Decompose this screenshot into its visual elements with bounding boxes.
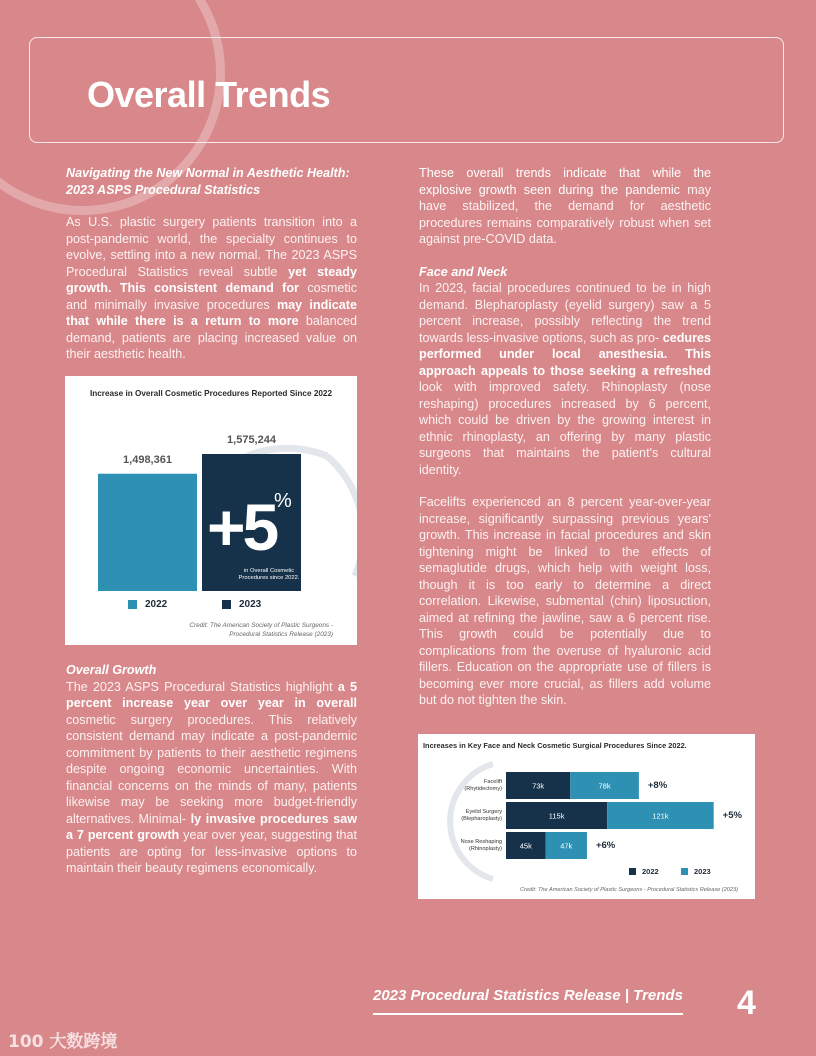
chart2-legend-label-2023: 2023 xyxy=(694,867,711,876)
category-name: Eyelid Surgery xyxy=(465,808,502,815)
bar-label-nose-reshaping-2022: 45k xyxy=(519,841,532,851)
chart2-credit: Credit: The American Society of Plastic Surgeons - Procedural Statistics Release (2023) xyxy=(519,887,738,893)
intro-highlight-2: may indicate that while there is a return to more xyxy=(66,297,358,328)
footer-title: 2023 Procedural Statistics Release | Trends xyxy=(373,987,683,1004)
category-name: Nose Reshaping xyxy=(460,838,502,845)
chart-credit-2: Procedural Statistics Release (2023) xyxy=(229,630,333,638)
face-text-1: In 2023, facial procedures continued to be in high demand. Blepharoplasty (eyelid surgery) saw a 5 percent increase, possibly reflecting the trend towards less-invasive options, such as pro- xyxy=(419,281,711,345)
intro-heading xyxy=(66,165,357,198)
growth-highlight-1: a 5 percent increase year over year in overall xyxy=(66,679,358,710)
change-label-facelift: +8% xyxy=(647,779,668,791)
value-label-2022: 1,498,361 xyxy=(123,453,172,466)
category-label-facelift xyxy=(432,779,502,793)
legend-label-2023: 2023 xyxy=(239,599,262,610)
trends-highlight: These overall trends indicate that while the explosive growth seen during the pandemic xyxy=(419,166,711,197)
callout-caption-1: in Overall Cosmetic xyxy=(243,568,295,574)
face-text-2: look with improved safety. Rhinoplasty (nose reshaping) procedures increased by 6 percent, which could be driven by the growing interest in ethnic rhinoplasty, an offering by many plastic surgeons that maintains the patient's cultural identity. xyxy=(419,380,711,477)
watermark-logo: 100 大数跨境 xyxy=(8,1032,118,1052)
face-neck-paragraph xyxy=(419,280,711,478)
growth-paragraph xyxy=(66,679,357,877)
face-highlight: cedures performed under local anesthesia. This approach appeals to those seeking a refreshed xyxy=(419,330,711,378)
callout-caption xyxy=(225,568,313,582)
legend-2023 xyxy=(222,599,261,610)
intro-text-2: cosmetic and minimally invasive procedures xyxy=(66,281,358,312)
value-label-2023: 1,575,244 xyxy=(227,434,276,446)
change-label-eyelid-surgery: +5% xyxy=(722,809,742,821)
legend-label-2022: 2022 xyxy=(145,599,168,610)
page-number: 4 xyxy=(737,984,756,1022)
trends-text: may have stabilized, the demand for aesthetic procedures remains comparatively robust when set against pre-COVID data. xyxy=(419,182,711,246)
category-name: Facelift xyxy=(483,778,502,785)
bar-label-eyelid-surgery-2022: 115k xyxy=(548,811,565,821)
chart2-legend-2022 xyxy=(629,867,659,876)
category-label-eyelid-surgery xyxy=(432,809,502,823)
growth-text-2: cosmetic surgery procedures. This relatively consistent demand may indicate a post-pandemic commitment by patients to their aesthetic regimens despite ongoing economic uncertainties. With financial concerns on the minds of many, patients likewise may be seeking more budget-friendly alternatives. Minimal- xyxy=(66,712,357,826)
callout-unit: % xyxy=(274,490,292,512)
trends-paragraph xyxy=(419,165,711,248)
growth-text-3: year over year, suggesting that patients are opting for less-invasive options to maintain their beauty regimens economically. xyxy=(66,828,358,875)
footer-rule xyxy=(373,1013,683,1015)
chart2-title: Increases in Key Face and Neck Cosmetic Surgical Procedures Since 2022. xyxy=(423,741,687,750)
chart-credit xyxy=(189,622,333,639)
right-column xyxy=(419,165,711,709)
chart-credit-1: Credit: The American Society of Plastic Surgeons - xyxy=(189,622,333,629)
page-title: Overall Trends xyxy=(87,74,331,115)
growth-text-1: The 2023 ASPS Procedural Statistics highlight xyxy=(66,679,333,694)
intro-text-3: balanced demand, patients are placing increased value on their aesthetic health. xyxy=(66,314,357,361)
legend-swatch-2022 xyxy=(128,600,137,609)
category-sub: (Blepharoplasty) xyxy=(461,815,502,822)
face-neck-heading: Face and Neck xyxy=(419,264,508,279)
legend-2022 xyxy=(128,599,167,610)
chart2-legend-2023 xyxy=(681,867,711,876)
category-sub: (Rhinoplasty) xyxy=(469,845,502,852)
callout-value: +5 xyxy=(207,490,277,564)
intro-heading-line-1: Navigating the New Normal in Aesthetic Health: xyxy=(66,166,350,180)
growth-heading: Overall Growth xyxy=(66,663,157,677)
intro-paragraph xyxy=(66,214,357,363)
bar-label-facelift-2022: 73k xyxy=(532,781,545,791)
callout-caption-2: Procedures since 2022. xyxy=(238,575,300,581)
face-neck-chart xyxy=(418,734,755,899)
intro-heading-line-2: 2023 ASPS Procedural Statistics xyxy=(66,182,261,197)
facelift-paragraph: Facelifts experienced an 8 percent year-over-year increase, significantly surpassing previous years' growth. This increase in facial procedures and skin tightening might be linked to the effects of semaglutide drugs, which help with weight loss, though it is too early to determine a direct correlation. Likewise, submental (chin) liposuction, aimed at refining the jawline, saw a 6 percent rise. This growth could be potentially due to complications from the overuse of hyaluronic acid fillers. Education on the appropriate use of fillers is becoming ever more crucial, as fillers add volume but do not tighten the skin. xyxy=(419,495,711,707)
category-sub: (Rhytidectomy) xyxy=(464,785,502,792)
growth-highlight-2: ly invasive procedures saw a 7 percent growth xyxy=(66,811,358,842)
intro-highlight-1: yet steady growth. This consistent demand for xyxy=(66,264,357,295)
change-label-nose-reshaping: +6% xyxy=(595,839,616,851)
overall-procedures-chart xyxy=(65,376,357,645)
title-box xyxy=(29,37,784,143)
legend-swatch-2023 xyxy=(222,600,231,609)
category-label-nose-reshaping xyxy=(432,839,502,853)
intro-text-1: As U.S. plastic surgery patients transition into a post-pandemic world, the specialty continues to evolve, settling into a new normal. The 2023 ASPS Procedural Statistics reveal subtle xyxy=(66,215,357,279)
bar-label-nose-reshaping-2023: 47k xyxy=(560,841,573,851)
bar-label-eyelid-surgery-2023: 121k xyxy=(652,811,669,821)
chart2-legend-swatch-2023 xyxy=(681,868,688,875)
chart-deco-arc-2 xyxy=(327,456,357,576)
chart-title: Increase in Overall Cosmetic Procedures Reported Since 2022 xyxy=(89,389,333,398)
left-column-lower xyxy=(66,662,357,877)
chart2-legend-swatch-2022 xyxy=(629,868,636,875)
bar-2022 xyxy=(98,474,197,591)
chart2-legend-label-2022: 2022 xyxy=(642,867,659,876)
left-column xyxy=(66,165,357,363)
bar-label-facelift-2023: 78k xyxy=(598,781,611,791)
